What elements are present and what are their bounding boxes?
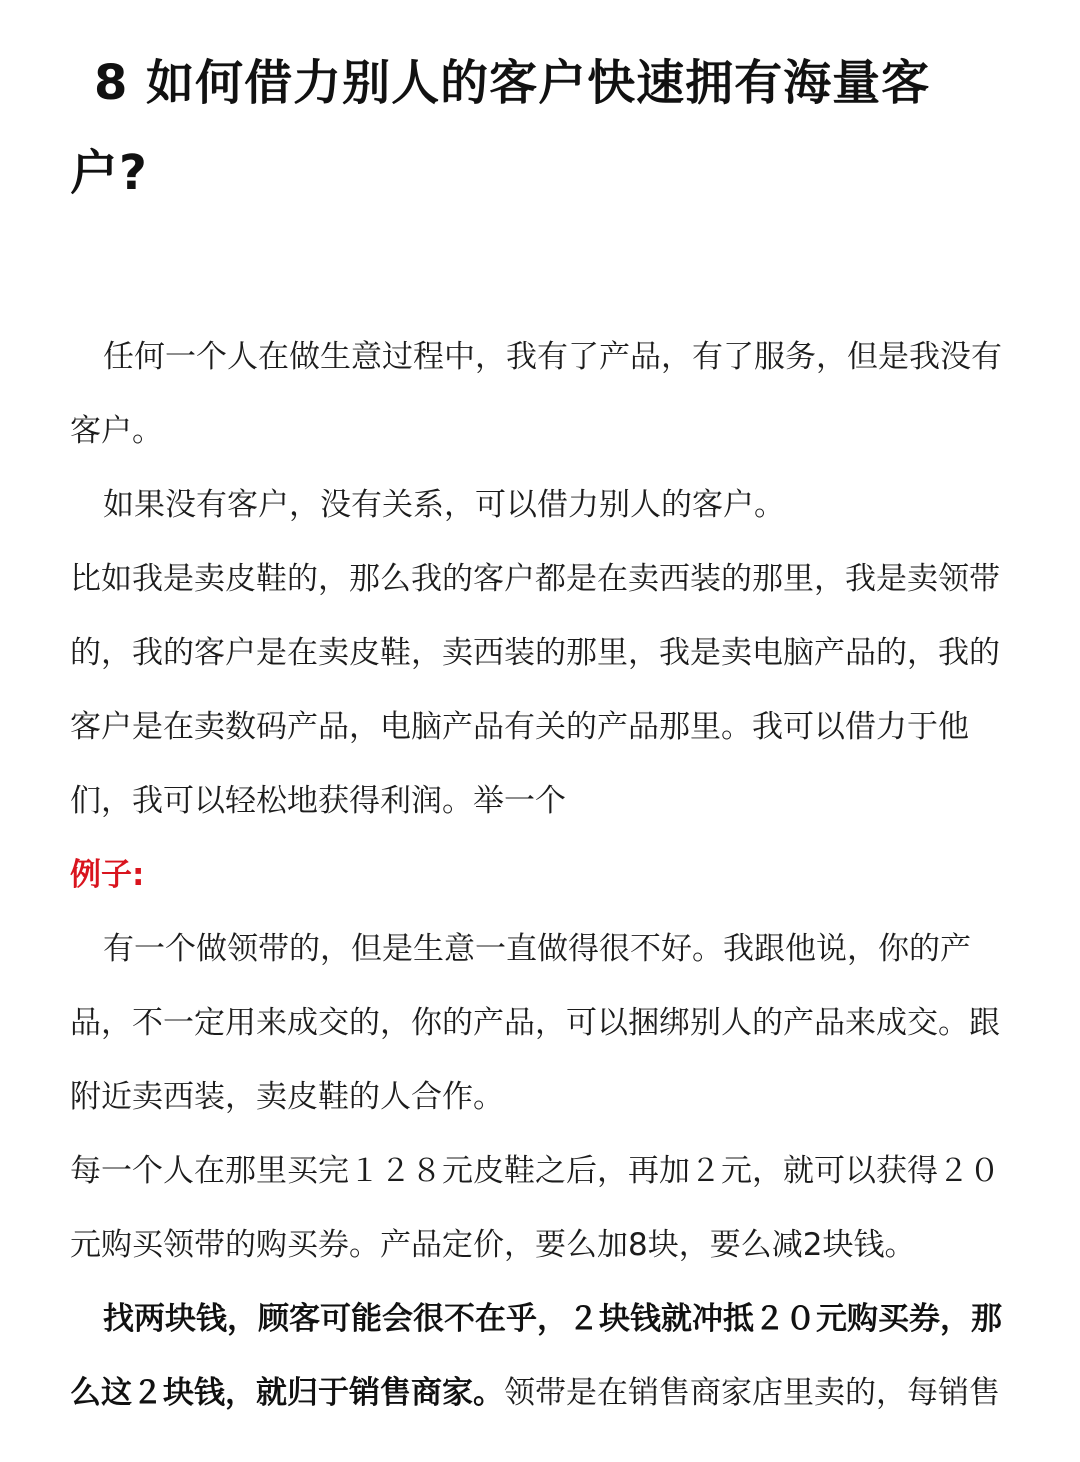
paragraph-line: 客户是在卖数码产品，电脑产品有关的产品那里。我可以借力于他 xyxy=(70,709,969,745)
article-title xyxy=(70,38,1030,218)
bold-text: 么这２块钱，就归于销售商家。 xyxy=(70,1375,504,1411)
example-heading: 例子: xyxy=(70,857,145,893)
paragraph-line: 比如我是卖皮鞋的，那么我的客户都是在卖西装的那里，我是卖领带 xyxy=(70,561,1000,597)
paragraph-line: 品，不一定用来成交的，你的产品，可以捆绑别人的产品来成交。跟 xyxy=(70,1005,1000,1041)
paragraph-line: 元购买领带的购买券。产品定价，要么加8块，要么减2块钱。 xyxy=(70,1227,916,1263)
paragraph-line: 如果没有客户，没有关系，可以借力别人的客户。 xyxy=(103,487,785,523)
paragraph-line: 每一个人在那里买完１２８元皮鞋之后，再加２元，就可以获得２０ xyxy=(70,1153,1000,1189)
bold-paragraph-line: 找两块钱，顾客可能会很不在乎，２块钱就冲抵２０元购买券，那 xyxy=(103,1301,1002,1337)
mixed-paragraph-line xyxy=(70,1356,1040,1430)
paragraph-line: 客户。 xyxy=(70,413,163,449)
title-line-1: 8 如何借力别人的客户快速拥有海量客 xyxy=(94,55,931,111)
title-line-2: 户? xyxy=(70,145,148,201)
paragraph-line: 有一个做领带的，但是生意一直做得很不好。我跟他说，你的产 xyxy=(103,931,971,967)
normal-text: 领带是在销售商家店里卖的，每销售 xyxy=(504,1375,1000,1411)
article-body xyxy=(70,320,1040,1430)
paragraph-line: 的，我的客户是在卖皮鞋，卖西装的那里，我是卖电脑产品的，我的 xyxy=(70,635,1000,671)
paragraph-line: 附近卖西装，卖皮鞋的人合作。 xyxy=(70,1079,504,1115)
paragraph-line: 们，我可以轻松地获得利润。举一个 xyxy=(70,783,566,819)
paragraph-line: 任何一个人在做生意过程中，我有了产品，有了服务，但是我没有 xyxy=(103,339,1002,375)
